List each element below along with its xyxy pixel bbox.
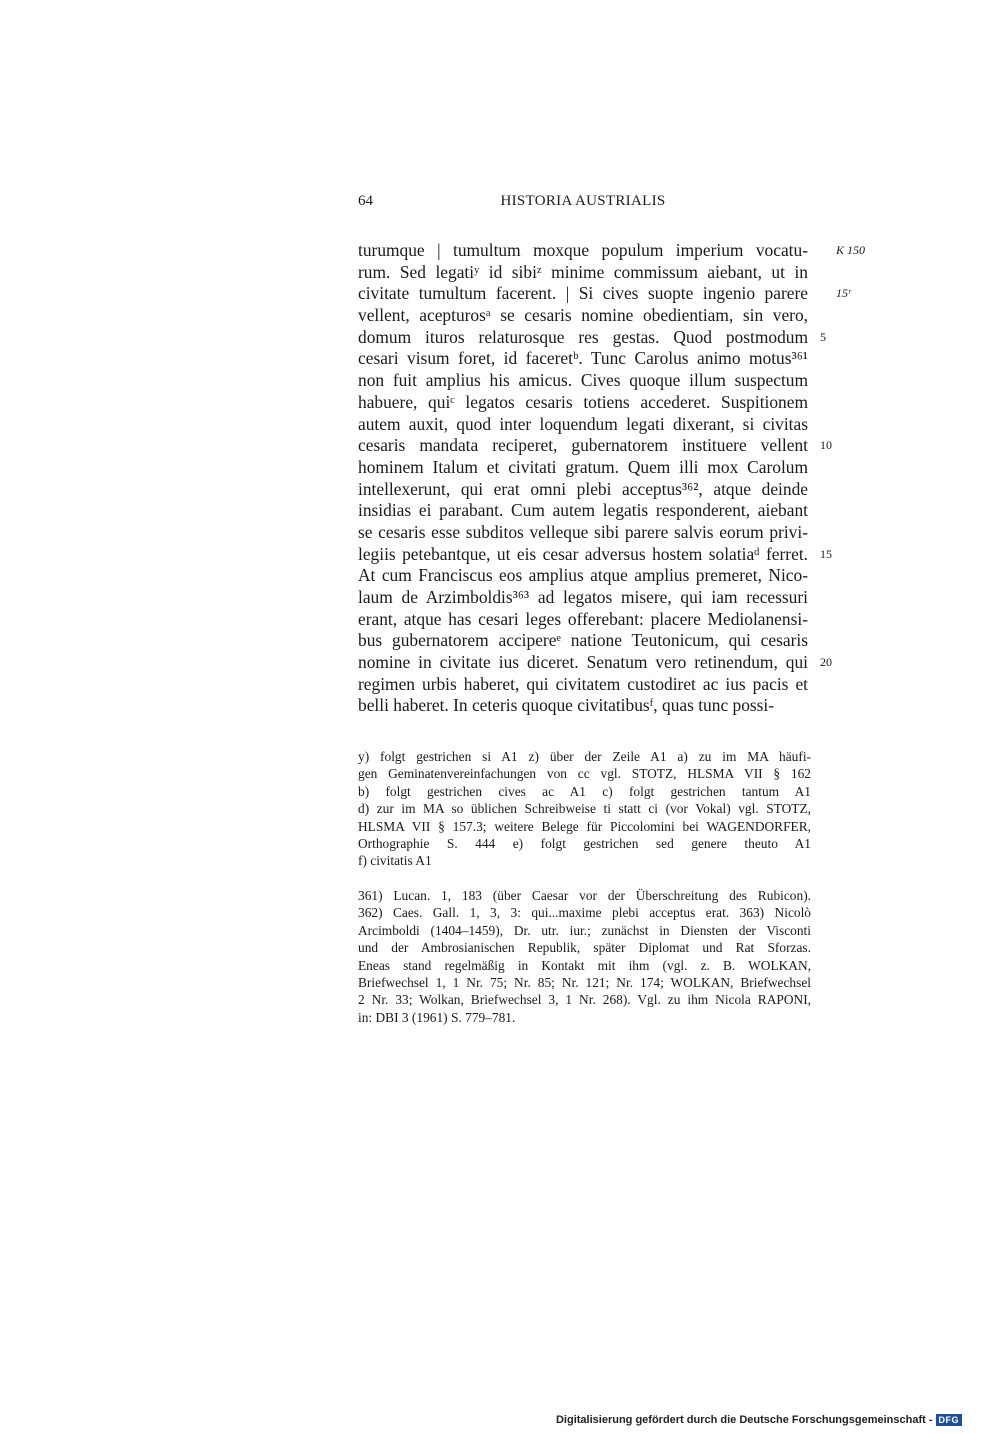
text-line — [358, 262, 808, 284]
commentary-line: 361) Lucan. 1, 183 (über Caesar vor der Überschreitung des Rubicon). — [358, 888, 811, 903]
commentary-notes — [358, 887, 811, 1026]
page-header — [358, 193, 808, 213]
main-text — [358, 240, 866, 717]
funding-credit — [556, 1414, 962, 1426]
line-text: At cum Franciscus eos amplius atque amplius premeret, Nico- — [358, 565, 808, 586]
running-title: HISTORIA AUSTRIALIS — [500, 193, 666, 209]
commentary-line: Eneas stand regelmäßig in Kontakt mit ihm (vgl. z. B. WOLKAN, — [358, 957, 811, 973]
line-text: hominem Italum et civitati gratum. Quem illi mox Carolum — [358, 456, 808, 477]
text-line — [358, 414, 808, 436]
text-line — [358, 630, 808, 652]
line-text: legiis petebantque, ut eis cesar adversus hostem solatiaᵈ ferret. — [358, 543, 808, 564]
line-text: nomine in civitate ius diceret. Senatum vero retinendum, qui — [358, 652, 808, 673]
commentary-line: und der Ambrosianischen Republik, später Diplomat und Rat Sforzas. — [358, 940, 811, 956]
text-line — [358, 240, 866, 262]
text-line — [358, 674, 808, 696]
apparatus-line: HLSMA VII § 157.3; weitere Belege für Piccolomini bei WAGENDORFER, — [358, 818, 811, 834]
text-line — [358, 565, 808, 587]
commentary-line: Briefwechsel 1, 1 Nr. 75; Nr. 85; Nr. 121; Nr. 174; WOLKAN, Briefwechsel — [358, 974, 811, 990]
line-text: regimen urbis haberet, qui civitatem custodiret ac ius pacis et — [358, 673, 808, 694]
text-line — [358, 522, 808, 544]
line-text: insidias ei parabant. Cum autem legatis responderent, aiebant — [358, 500, 808, 521]
text-line — [358, 348, 808, 370]
apparatus-line: b) folgt gestrichen cives ac A1 c) folgt gestrichen tantum A1 — [358, 783, 811, 799]
line-text: vellent, acepturosᵃ se cesaris nomine obedientiam, sin vero, — [358, 305, 808, 326]
line-number: 10 — [820, 438, 832, 453]
text-line — [358, 305, 808, 327]
line-text: se cesaris esse subditos velleque sibi parere salvis eorum privi- — [358, 521, 808, 542]
line-number: 5 — [820, 329, 826, 344]
line-text: bus gubernatorem accipereᵉ natione Teutonicum, qui cesaris — [358, 630, 808, 651]
text-line — [358, 500, 808, 522]
dfg-logo-icon: DFG — [936, 1414, 963, 1426]
line-text: rum. Sed legatiʸ id sibiᶻ minime commissum aiebant, ut in — [358, 261, 808, 282]
apparatus-line: f) civitatis A1 — [358, 853, 432, 869]
line-text: turumque | tumultum moxque populum imperium vocatu- — [358, 240, 808, 260]
line-text: erant, atque has cesari leges offerebant: placere Mediolanensi- — [358, 608, 808, 629]
apparatus-line: d) zur im MA so üblichen Schreibweise ti statt ci (vor Vokal) vgl. STOTZ, — [358, 801, 811, 817]
line-text: cesari visum foret, id faceretᵇ. Tunc Carolus animo motus³⁶¹ — [358, 348, 808, 369]
text-line — [358, 326, 826, 349]
page-number: 64 — [358, 193, 373, 209]
commentary-line: 2 Nr. 33; Wolkan, Briefwechsel 3, 1 Nr. 268). Vgl. zu ihm Nicola RAPONI, — [358, 992, 811, 1008]
line-text: civitate tumultum facerent. | Si cives suopte ingenio parere — [358, 283, 808, 304]
line-text: laum de Arzimboldis³⁶³ ad legatos misere, qui iam recessuri — [358, 587, 808, 607]
text-line — [358, 435, 832, 457]
line-text: cesaris mandata reciperet, gubernatorem instituere vellent — [358, 435, 808, 456]
commentary-line: Arcimboldi (1404–1459), Dr. utr. iur.; zunächst in Diensten der Visconti — [358, 922, 811, 938]
line-text: domum ituros relaturosque res gestas. Quod postmodum — [358, 326, 808, 347]
apparatus-line: gen Geminatenvereinfachungen von cc vgl. STOTZ, HLSMA VII § 162 — [358, 766, 811, 782]
text-line — [358, 695, 808, 717]
text-line — [358, 652, 832, 674]
credit-text: Digitalisierung gefördert durch die Deutsche Forschungsgemeinschaft - — [555, 1414, 933, 1426]
line-text: habuere, quiᶜ legatos cesaris totiens accederet. Suspitionem — [358, 391, 808, 412]
text-line — [358, 609, 808, 631]
apparatus-line: Orthographie S. 444 e) folgt gestrichen sed genere theuto A1 — [358, 835, 811, 851]
line-text: non fuit amplius his amicus. Cives quoque illum suspectum — [358, 370, 808, 391]
line-text: intellexerunt, qui erat omni plebi acceptus³⁶², atque deinde — [358, 478, 808, 499]
text-line — [358, 392, 808, 414]
margin-reference: 15ʳ — [836, 286, 851, 301]
apparatus-line: y) folgt gestrichen si A1 z) über der Zeile A1 a) zu im MA häufi- — [358, 749, 811, 764]
line-text: autem auxit, quod inter loquendum legati dixerant, si civitas — [358, 413, 808, 434]
line-number: 20 — [820, 655, 832, 670]
text-line — [358, 457, 808, 479]
commentary-line: in: DBI 3 (1961) S. 779–781. — [358, 1009, 516, 1025]
text-line — [358, 479, 808, 501]
text-line — [358, 543, 832, 566]
margin-reference: K 150 — [836, 243, 866, 257]
text-line — [358, 370, 808, 392]
text-line — [358, 283, 851, 305]
critical-apparatus — [358, 748, 811, 870]
commentary-line: 362) Caes. Gall. 1, 3, 3: qui...maxime plebi acceptus erat. 363) Nicolò — [358, 905, 811, 921]
line-text: belli haberet. In ceteris quoque civitatibusᶠ, quas tunc possi- — [358, 695, 775, 716]
text-line — [358, 587, 808, 609]
line-number: 15 — [820, 546, 832, 561]
